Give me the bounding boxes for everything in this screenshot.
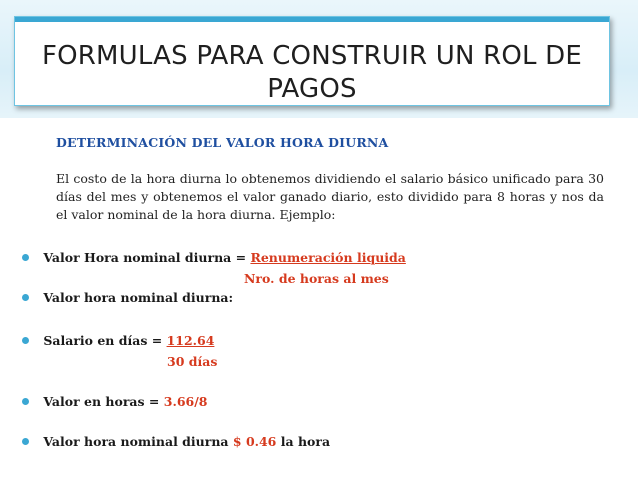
bullet-item-valor-horas [22, 394, 207, 409]
bullet-icon [22, 337, 29, 344]
intro-paragraph: El costo de la hora diurna lo obtenemos dividiendo el salario básico unificado para 30 días del mes y obtenemos el valor ganado diario, esto dividido para 8 horas y nos da el valor nominal de la hora diurna. Ejemplo: [56, 171, 604, 222]
title-box [14, 16, 610, 106]
item-value: $ 0.46 [232, 434, 277, 449]
bullet-item-valor-hora [22, 250, 406, 265]
bullet-item-valor-hora-2 [22, 290, 233, 305]
denominator-horas: Nro. de horas al mes [244, 271, 389, 286]
item-label: Valor hora nominal diurna: [43, 290, 234, 305]
bullet-icon [22, 438, 29, 445]
bullet-item-salario-dias [22, 333, 214, 348]
bullet-icon [22, 398, 29, 405]
item-value: 3.66/8 [163, 394, 208, 409]
item-label: Salario en días = [43, 333, 167, 348]
slide-title: FORMULAS PARA CONSTRUIR UN ROL DE PAGOS [41, 41, 583, 104]
denominator-dias: 30 días [167, 354, 218, 369]
bullet-icon [22, 254, 29, 261]
item-suffix: la hora [276, 434, 331, 449]
item-label: Valor hora nominal diurna [43, 434, 233, 449]
item-value: Renumeración liquida [250, 250, 406, 265]
item-label: Valor en horas = [43, 394, 164, 409]
item-value: 112.64 [166, 333, 215, 348]
section-subtitle: DETERMINACIÓN DEL VALOR HORA DIURNA [56, 135, 389, 150]
bullet-item-resultado [22, 434, 330, 449]
item-label: Valor Hora nominal diurna = [43, 250, 251, 265]
bullet-icon [22, 294, 29, 301]
